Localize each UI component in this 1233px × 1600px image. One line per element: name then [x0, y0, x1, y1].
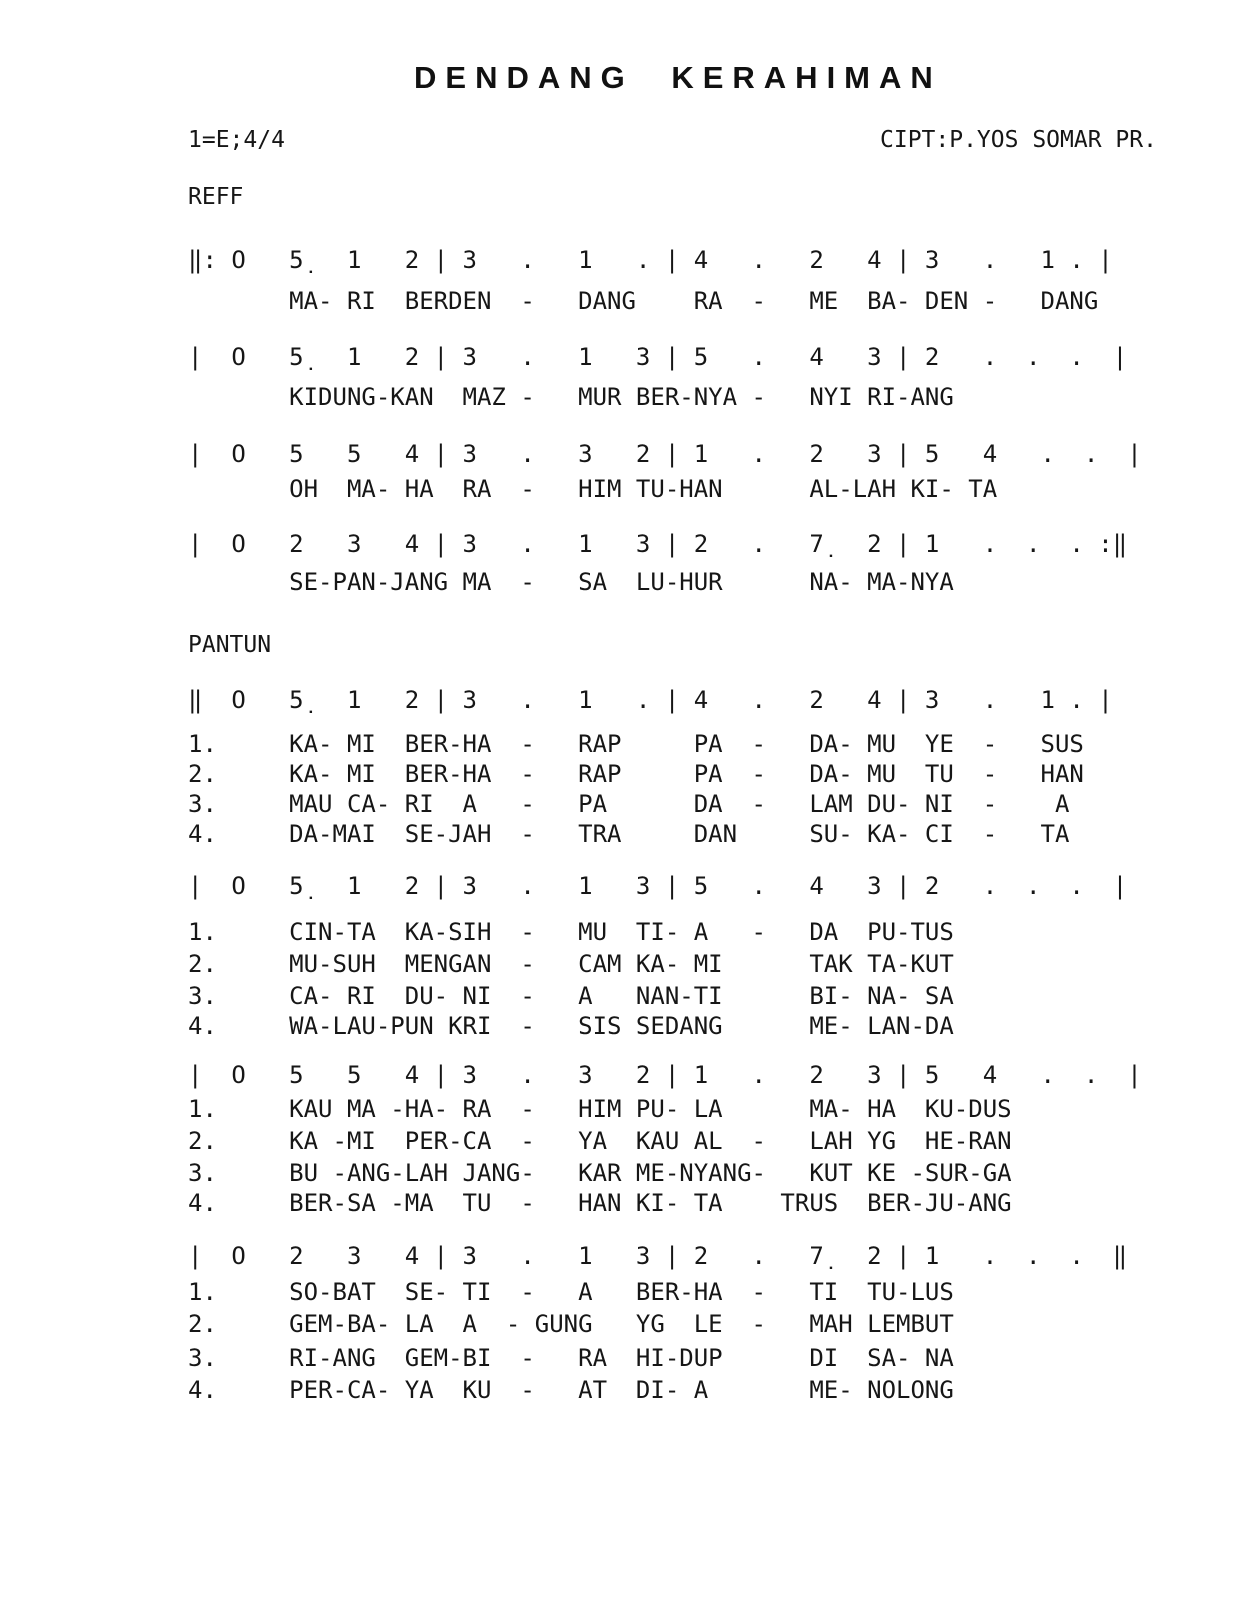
notation-line: | O 2 3 4 | 3 . 1 3 | 2 . 7̣ 2 | 1 . . . :‖: [188, 530, 1128, 558]
verse-line: 1. KA- MI BER-HA - RAP PA - DA- MU YE - SUS: [188, 730, 1084, 758]
notation-line: ‖: O 5̣ 1 2 | 3 . 1 . | 4 . 2 4 | 3 . 1 . |: [188, 246, 1113, 274]
verse-line: 2. KA -MI PER-CA - YA KAU AL - LAH YG HE-RAN: [188, 1127, 1012, 1155]
verse-line: 1. KAU MA -HA- RA - HIM PU- LA MA- HA KU-DUS: [188, 1095, 1012, 1123]
notation-line: | O 5 5 4 | 3 . 3 2 | 1 . 2 3 | 5 4 . . |: [188, 440, 1142, 468]
composer-credit: CIPT:P.YOS SOMAR PR.: [880, 127, 1157, 153]
verse-line: 1. SO-BAT SE- TI - A BER-HA - TI TU-LUS: [188, 1278, 954, 1306]
verse-line: 4. BER-SA -MA TU - HAN KI- TA TRUS BER-JU-ANG: [188, 1189, 1012, 1217]
verse-line: 1. CIN-TA KA-SIH - MU TI- A - DA PU-TUS: [188, 918, 954, 946]
song-title: DENDANG KERAHIMAN: [414, 60, 942, 95]
notation-line: | O 5̣ 1 2 | 3 . 1 3 | 5 . 4 3 | 2 . . . |: [188, 343, 1128, 371]
notation-line: | O 5 5 4 | 3 . 3 2 | 1 . 2 3 | 5 4 . . |: [188, 1061, 1142, 1089]
verse-line: 4. DA-MAI SE-JAH - TRA DAN SU- KA- CI - TA: [188, 820, 1070, 848]
notation-line: ‖ O 5̣ 1 2 | 3 . 1 . | 4 . 2 4 | 3 . 1 . |: [188, 686, 1113, 714]
verse-line: 3. CA- RI DU- NI - A NAN-TI BI- NA- SA: [188, 982, 954, 1010]
key-time-signature: 1=E;4/4: [188, 127, 285, 153]
lyric-line: OH MA- HA RA - HIM TU-HAN AL-LAH KI- TA: [188, 475, 998, 503]
lyric-line: SE-PAN-JANG MA - SA LU-HUR NA- MA-NYA: [188, 568, 954, 596]
lyric-line: MA- RI BERDEN - DANG RA - ME BA- DEN - DANG: [188, 287, 1099, 315]
verse-line: 4. WA-LAU-PUN KRI - SIS SEDANG ME- LAN-DA: [188, 1012, 954, 1040]
verse-line: 4. PER-CA- YA KU - AT DI- A ME- NOLONG: [188, 1376, 954, 1404]
verse-line: 2. GEM-BA- LA A - GUNG YG LE - MAH LEMBUT: [188, 1310, 954, 1338]
verse-line: 3. BU -ANG-LAH JANG- KAR ME-NYANG- KUT KE -SUR-GA: [188, 1159, 1012, 1187]
lyric-line: KIDUNG-KAN MAZ - MUR BER-NYA - NYI RI-ANG: [188, 383, 954, 411]
notation-line: | O 5̣ 1 2 | 3 . 1 3 | 5 . 4 3 | 2 . . . |: [188, 872, 1128, 900]
verse-line: 2. KA- MI BER-HA - RAP PA - DA- MU TU - HAN: [188, 760, 1084, 788]
verse-line: 2. MU-SUH MENGAN - CAM KA- MI TAK TA-KUT: [188, 950, 954, 978]
verse-line: 3. MAU CA- RI A - PA DA - LAM DU- NI - A: [188, 790, 1070, 818]
section-label-pantun: PANTUN: [188, 632, 272, 658]
verse-line: 3. RI-ANG GEM-BI - RA HI-DUP DI SA- NA: [188, 1344, 954, 1372]
notation-line: | O 2 3 4 | 3 . 1 3 | 2 . 7̣ 2 | 1 . . . ‖: [188, 1242, 1128, 1270]
section-label-reff: REFF: [188, 184, 244, 210]
